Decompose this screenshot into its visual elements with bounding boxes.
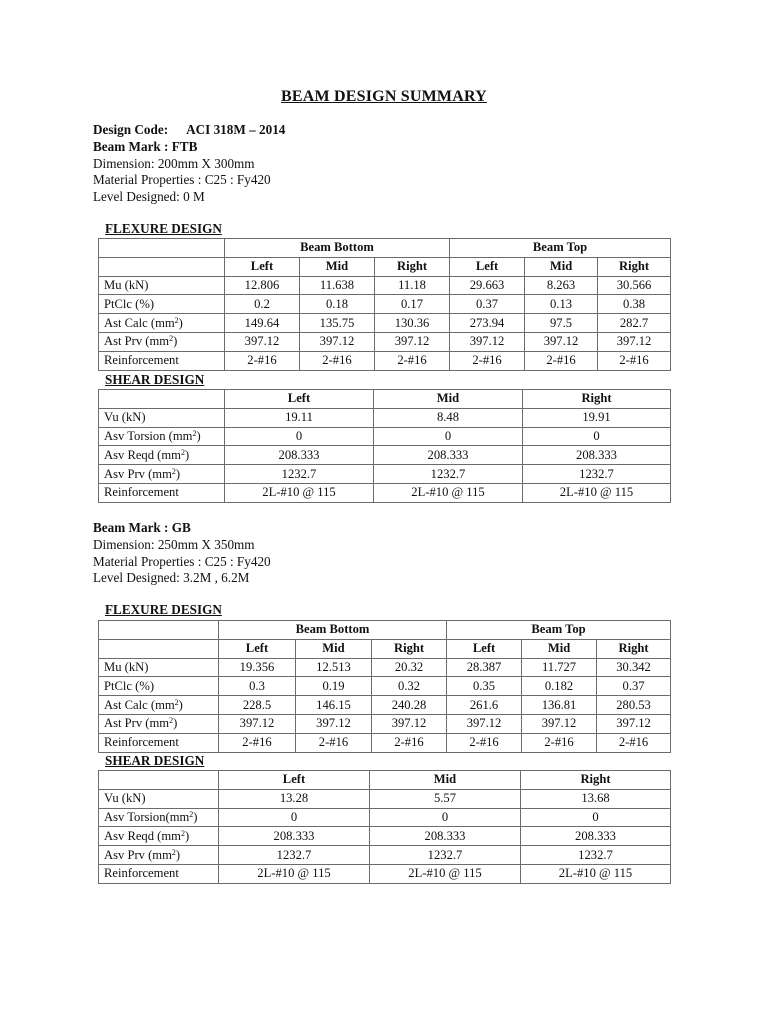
group-header: Beam Top — [447, 621, 671, 640]
row-label-text: Vu (kN) — [104, 410, 146, 425]
table-row — [99, 446, 671, 465]
row-label — [99, 427, 225, 446]
row-label-text: Reinforcement — [104, 485, 179, 500]
table-cell: 261.6 — [447, 696, 522, 715]
column-header-row — [99, 257, 671, 276]
row-label-suffix: ) — [178, 697, 183, 712]
row-label — [99, 733, 219, 752]
row-label — [99, 864, 219, 883]
row-label-text: Vu (kN) — [104, 791, 146, 806]
row-label-text: PtClc (%) — [104, 296, 155, 311]
flexure-table-gb — [98, 620, 671, 753]
group-header: Beam Bottom — [225, 239, 450, 258]
table-cell: 30.342 — [597, 658, 671, 677]
table-cell: 208.333 — [370, 827, 521, 846]
design-code-label: Design Code: — [93, 122, 169, 137]
table-cell: 2-#16 — [225, 351, 300, 370]
page-title: BEAM DESIGN SUMMARY — [281, 88, 487, 105]
table-cell: 2L-#10 @ 115 — [374, 483, 523, 502]
row-label — [99, 808, 219, 827]
table-cell: 0.17 — [375, 295, 450, 314]
row-label-text: PtClc (%) — [104, 678, 155, 693]
table-cell: 30.566 — [598, 276, 671, 295]
beam-mark: Beam Mark : FTB — [93, 138, 198, 154]
table-cell: 146.15 — [296, 696, 372, 715]
table-cell: 208.333 — [219, 827, 370, 846]
column-header: Right — [523, 390, 671, 409]
table-cell: 397.12 — [296, 714, 372, 733]
table-cell: 136.81 — [522, 696, 597, 715]
table-cell: 1232.7 — [370, 846, 521, 865]
row-label — [99, 789, 219, 808]
row-label — [99, 276, 225, 295]
header-blank-cell — [99, 771, 219, 790]
row-label-suffix: ) — [173, 334, 178, 349]
row-label-text: Asv Prv (mm — [104, 466, 172, 481]
table-cell: 397.12 — [597, 714, 671, 733]
column-header: Right — [372, 639, 447, 658]
table-row — [99, 427, 671, 446]
row-label-text: Reinforcement — [104, 735, 179, 750]
table-cell: 11.638 — [300, 276, 375, 295]
table-cell: 0 — [374, 427, 523, 446]
table-cell: 397.12 — [219, 714, 296, 733]
table-cell: 0.18 — [300, 295, 375, 314]
row-label-text: Asv Prv (mm — [104, 847, 172, 862]
table-cell: 208.333 — [521, 827, 671, 846]
row-label-text: Reinforcement — [104, 353, 179, 368]
table-cell: 2-#16 — [219, 733, 296, 752]
beam-dimension: Dimension: 250mm X 350mm — [93, 536, 255, 552]
table-cell: 2-#16 — [522, 733, 597, 752]
row-label-text: Ast Prv (mm — [104, 334, 170, 349]
table-cell: 0 — [219, 808, 370, 827]
table-cell: 2L-#10 @ 115 — [523, 483, 671, 502]
column-header: Left — [219, 771, 370, 790]
row-label-suffix: ) — [173, 716, 178, 731]
table-cell: 273.94 — [450, 314, 525, 333]
row-label — [99, 846, 219, 865]
row-label — [99, 827, 219, 846]
row-label-suffix: ) — [196, 428, 201, 443]
table-cell: 282.7 — [598, 314, 671, 333]
flexure-table-ftb — [98, 238, 671, 371]
design-code-value: ACI 318M – 2014 — [186, 122, 286, 137]
table-cell: 0.35 — [447, 677, 522, 696]
beam-dimension: Dimension: 200mm X 300mm — [93, 155, 255, 171]
table-row — [99, 295, 671, 314]
flexure-design-label: FLEXURE DESIGN — [105, 602, 222, 617]
header-blank-cell — [99, 621, 219, 640]
table-cell: 1232.7 — [225, 465, 374, 484]
beam-level: Level Designed: 0 M — [93, 189, 205, 205]
row-label-suffix: ) — [178, 315, 183, 330]
table-cell: 397.12 — [450, 332, 525, 351]
table-cell: 2-#16 — [525, 351, 598, 370]
table-cell: 11.18 — [375, 276, 450, 295]
table-row — [99, 696, 671, 715]
beam-info-gb — [93, 520, 271, 587]
row-label — [99, 351, 225, 370]
row-label-text: Ast Calc (mm — [104, 315, 175, 330]
table-cell: 0 — [370, 808, 521, 827]
group-header-row — [99, 239, 671, 258]
table-cell: 228.5 — [219, 696, 296, 715]
column-header: Right — [521, 771, 671, 790]
table-cell: 0 — [523, 427, 671, 446]
column-header: Mid — [296, 639, 372, 658]
table-cell: 397.12 — [447, 714, 522, 733]
table-cell: 19.356 — [219, 658, 296, 677]
shear-design-label: SHEAR DESIGN — [105, 753, 205, 768]
column-header-row — [99, 771, 671, 790]
column-header: Mid — [522, 639, 597, 658]
group-header-row — [99, 621, 671, 640]
table-cell: 0 — [225, 427, 374, 446]
beam-material: Material Properties : C25 : Fy420 — [93, 553, 271, 569]
header-blank-cell — [99, 257, 225, 276]
table-row — [99, 846, 671, 865]
row-label — [99, 677, 219, 696]
table-cell: 11.727 — [522, 658, 597, 677]
column-header-row — [99, 639, 671, 658]
table-cell: 0.3 — [219, 677, 296, 696]
table-row — [99, 714, 671, 733]
table-cell: 13.28 — [219, 789, 370, 808]
beam-material: Material Properties : C25 : Fy420 — [93, 172, 271, 188]
row-label — [99, 658, 219, 677]
column-header: Mid — [300, 257, 375, 276]
table-row — [99, 351, 671, 370]
table-cell: 397.12 — [522, 714, 597, 733]
table-cell: 2L-#10 @ 115 — [370, 864, 521, 883]
table-cell: 240.28 — [372, 696, 447, 715]
table-cell: 397.12 — [225, 332, 300, 351]
flexure-design-label: FLEXURE DESIGN — [105, 221, 222, 236]
column-header: Mid — [525, 257, 598, 276]
header-blank-cell — [99, 239, 225, 258]
row-label-text: Ast Prv (mm — [104, 716, 170, 731]
row-label — [99, 696, 219, 715]
table-cell: 0.13 — [525, 295, 598, 314]
row-label — [99, 408, 225, 427]
table-cell: 280.53 — [597, 696, 671, 715]
row-label — [99, 465, 225, 484]
row-label-text: Mu (kN) — [104, 277, 149, 292]
superscript: 2 — [169, 716, 174, 726]
table-cell: 2L-#10 @ 115 — [219, 864, 370, 883]
row-label-suffix: ) — [184, 828, 190, 843]
table-cell: 8.48 — [374, 408, 523, 427]
group-header: Beam Top — [450, 239, 671, 258]
table-cell: 2-#16 — [300, 351, 375, 370]
table-cell: 397.12 — [300, 332, 375, 351]
table-cell: 1232.7 — [521, 846, 671, 865]
row-label-suffix: ) — [175, 847, 181, 862]
table-cell: 397.12 — [375, 332, 450, 351]
column-header: Mid — [374, 390, 523, 409]
row-label — [99, 295, 225, 314]
row-label-text: Reinforcement — [104, 866, 179, 881]
column-header: Left — [225, 390, 374, 409]
table-cell: 19.11 — [225, 408, 374, 427]
table-row — [99, 827, 671, 846]
table-cell: 19.91 — [523, 408, 671, 427]
superscript: 2 — [192, 428, 197, 438]
table-cell: 2-#16 — [296, 733, 372, 752]
row-label — [99, 483, 225, 502]
table-cell: 208.333 — [225, 446, 374, 465]
table-cell: 149.64 — [225, 314, 300, 333]
beam-info-ftb — [93, 122, 285, 206]
row-label-text: Asv Reqd (mm — [104, 828, 181, 843]
shear-design-label: SHEAR DESIGN — [105, 372, 205, 387]
row-label-suffix: ) — [184, 447, 190, 462]
header-blank-cell — [99, 390, 225, 409]
row-label — [99, 714, 219, 733]
column-header: Left — [447, 639, 522, 658]
superscript: 2 — [174, 315, 179, 325]
superscript: 2 — [171, 847, 176, 857]
column-header: Left — [450, 257, 525, 276]
row-label-text: Ast Calc (mm — [104, 697, 175, 712]
column-header-row — [99, 390, 671, 409]
table-cell: 0.32 — [372, 677, 447, 696]
table-cell: 0.37 — [597, 677, 671, 696]
column-header: Left — [225, 257, 300, 276]
table-cell: 2-#16 — [597, 733, 671, 752]
superscript: 2 — [180, 447, 185, 457]
table-cell: 8.263 — [525, 276, 598, 295]
table-cell: 2-#16 — [375, 351, 450, 370]
beam-mark: Beam Mark : GB — [93, 520, 191, 535]
table-row — [99, 314, 671, 333]
row-label — [99, 332, 225, 351]
row-label-text: Asv Reqd (mm — [104, 447, 181, 462]
table-row — [99, 864, 671, 883]
row-label-text: Asv Torsion(mm — [104, 809, 190, 824]
table-cell: 0.182 — [522, 677, 597, 696]
column-header: Right — [597, 639, 671, 658]
row-label-text: Mu (kN) — [104, 659, 149, 674]
table-row — [99, 677, 671, 696]
table-cell: 0.38 — [598, 295, 671, 314]
row-label — [99, 446, 225, 465]
row-label-suffix: ) — [193, 809, 198, 824]
shear-table-ftb — [98, 389, 671, 503]
table-cell: 208.333 — [523, 446, 671, 465]
row-label-suffix: ) — [175, 466, 181, 481]
table-cell: 130.36 — [375, 314, 450, 333]
table-cell: 0.19 — [296, 677, 372, 696]
table-row — [99, 332, 671, 351]
table-row — [99, 408, 671, 427]
table-cell: 0 — [521, 808, 671, 827]
table-cell: 12.513 — [296, 658, 372, 677]
beam-level: Level Designed: 3.2M , 6.2M — [93, 570, 250, 586]
table-cell: 2-#16 — [447, 733, 522, 752]
column-header: Mid — [370, 771, 521, 790]
row-label — [99, 314, 225, 333]
table-cell: 2L-#10 @ 115 — [521, 864, 671, 883]
column-header: Left — [219, 639, 296, 658]
table-row — [99, 658, 671, 677]
table-cell: 2-#16 — [450, 351, 525, 370]
table-row — [99, 808, 671, 827]
column-header: Right — [375, 257, 450, 276]
table-cell: 0.37 — [450, 295, 525, 314]
table-cell: 2-#16 — [598, 351, 671, 370]
superscript: 2 — [171, 466, 176, 476]
superscript: 2 — [180, 828, 185, 838]
table-cell: 12.806 — [225, 276, 300, 295]
table-cell: 397.12 — [598, 332, 671, 351]
table-cell: 2L-#10 @ 115 — [225, 483, 374, 502]
table-cell: 1232.7 — [219, 846, 370, 865]
table-cell: 1232.7 — [523, 465, 671, 484]
table-cell: 135.75 — [300, 314, 375, 333]
table-row — [99, 483, 671, 502]
table-cell: 5.57 — [370, 789, 521, 808]
superscript: 2 — [169, 334, 174, 344]
superscript: 2 — [189, 809, 194, 819]
table-cell: 397.12 — [372, 714, 447, 733]
column-header: Right — [598, 257, 671, 276]
table-row — [99, 276, 671, 295]
table-row — [99, 789, 671, 808]
design-code-line — [93, 122, 285, 139]
table-cell: 208.333 — [374, 446, 523, 465]
table-cell: 13.68 — [521, 789, 671, 808]
table-cell: 1232.7 — [374, 465, 523, 484]
table-row — [99, 733, 671, 752]
table-cell: 397.12 — [525, 332, 598, 351]
table-cell: 97.5 — [525, 314, 598, 333]
group-header: Beam Bottom — [219, 621, 447, 640]
table-cell: 28.387 — [447, 658, 522, 677]
superscript: 2 — [174, 697, 179, 707]
shear-table-gb — [98, 770, 671, 884]
row-label-text: Asv Torsion (mm — [104, 428, 193, 443]
table-cell: 2-#16 — [372, 733, 447, 752]
table-cell: 20.32 — [372, 658, 447, 677]
table-cell: 0.2 — [225, 295, 300, 314]
header-blank-cell — [99, 639, 219, 658]
table-cell: 29.663 — [450, 276, 525, 295]
table-row — [99, 465, 671, 484]
